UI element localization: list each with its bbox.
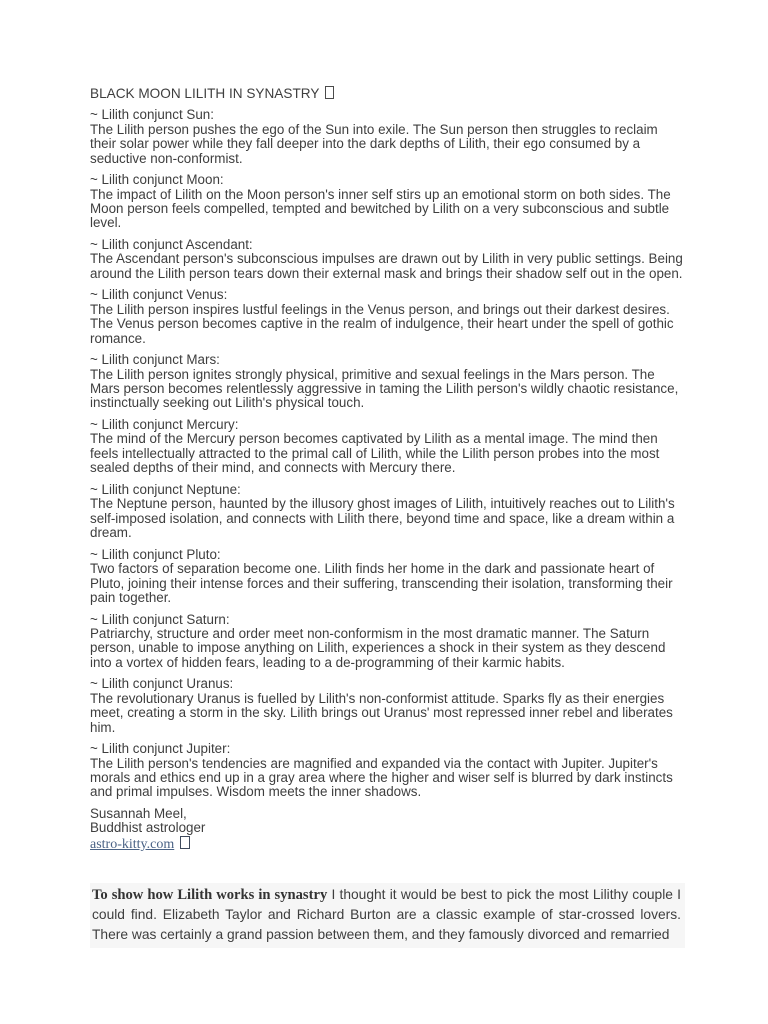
section-body: The Lilith person inspires lustful feelings in the Venus person, and brings out their darkest desires. The Venus person becomes captive in the realm of indulgence, their heart under the spell of gothic romance. [90, 301, 674, 346]
author-name: Susannah Meel, [90, 805, 187, 821]
section-heading: ~ Lilith conjunct Pluto: [90, 546, 221, 562]
section-lilith-venus [90, 288, 685, 346]
section-heading: ~ Lilith conjunct Neptune: [90, 481, 241, 497]
section-heading: ~ Lilith conjunct Saturn: [90, 611, 230, 627]
section-lilith-uranus [90, 677, 685, 735]
section-lilith-sun [90, 108, 685, 166]
section-lilith-mars [90, 353, 685, 411]
author-block [90, 807, 685, 852]
section-lilith-pluto [90, 548, 685, 606]
section-body: The mind of the Mercury person becomes captivated by Lilith as a mental image. The mind then feels intellectually attracted to the primal call of Lilith, while the Lilith person probes into the most sealed depths of their mind, and connects with Mercury there. [90, 431, 660, 476]
section-heading: ~ Lilith conjunct Uranus: [90, 676, 234, 692]
closing-paragraph [90, 883, 685, 948]
section-heading: ~ Lilith conjunct Mercury: [90, 417, 239, 433]
author-role: Buddhist astrologer [90, 820, 206, 836]
section-body: The revolutionary Uranus is fuelled by Lilith's non-conformist attitude. Sparks fly as their energies meet, creating a storm in the sky. Lilith brings out Uranus' most repressed inner rebel and liberates him. [90, 690, 673, 735]
section-heading: ~ Lilith conjunct Venus: [90, 287, 228, 303]
section-body: The impact of Lilith on the Moon person's inner self stirs up an emotional storm on both sides. The Moon person feels compelled, tempted and bewitched by Lilith on a very subconscious and subtle level. [90, 186, 671, 231]
closing-body-text: I thought it would be best to pick the most Lilithy couple I could find. Elizabeth Taylor and Richard Burton are a classic example of star-crossed lovers. There was certainly a grand passion between them, and they famously divorced and remarried [92, 887, 682, 943]
section-lilith-ascendant [90, 238, 685, 281]
section-heading: ~ Lilith conjunct Mars: [90, 352, 220, 368]
section-heading: ~ Lilith conjunct Jupiter: [90, 741, 231, 757]
section-body: Patriarchy, structure and order meet non-conformism in the most dramatic manner. The Saturn person, unable to impose anything on Lilith, experiences a shock in their system as they descend into a vortex of hidden fears, leading to a de-programming of their karmic habits. [90, 625, 666, 670]
section-lilith-neptune [90, 483, 685, 541]
page-title [90, 86, 685, 101]
section-body: The Lilith person pushes the ego of the Sun into exile. The Sun person then struggles to reclaim their solar power while they fall deeper into the dark depths of Lilith, their ego consumed by a seductive non-conformist. [90, 121, 658, 166]
section-body: Two factors of separation become one. Lilith finds her home in the dark and passionate heart of Pluto, joining their intense forces and their suffering, transcending their isolation, transforming their pain together. [90, 561, 673, 605]
missing-glyph-box-icon [325, 86, 334, 99]
section-body: The Lilith person ignites strongly physical, primitive and sexual feelings in the Mars person. The Mars person becomes relentlessly aggressive in taming the Lilith person's wildly chaotic resistance, instinctually seeking out Lilith's physical touch. [90, 366, 679, 411]
section-body: The Neptune person, haunted by the illusory ghost images of Lilith, intuitively reaches out to Lilith's self-imposed isolation, and connects with Lilith there, beyond time and space, like a dream within a dream. [90, 496, 675, 541]
page-title-text: BLACK MOON LILITH IN SYNASTRY [90, 86, 320, 101]
section-lilith-jupiter [90, 742, 685, 800]
section-heading: ~ Lilith conjunct Ascendant: [90, 237, 253, 253]
section-lilith-mercury [90, 418, 685, 476]
section-lilith-saturn [90, 613, 685, 671]
section-heading: ~ Lilith conjunct Moon: [90, 172, 224, 188]
astro-kitty-link[interactable]: astro-kitty.com [90, 836, 175, 852]
closing-lead-text: To show how Lilith works in synastry [92, 887, 328, 904]
missing-glyph-box-icon [180, 836, 190, 849]
section-lilith-moon [90, 173, 685, 231]
section-body: The Lilith person's tendencies are magnified and expanded via the contact with Jupiter. Jupiter's morals and ethics end up in a gray area where the higher and wiser self is blurred by dark instincts and primal impulses. Wisdom meets the inner shadows. [90, 755, 673, 800]
author-link-line [90, 836, 685, 852]
section-heading: ~ Lilith conjunct Sun: [90, 107, 214, 123]
section-body: The Ascendant person's subconscious impulses are drawn out by Lilith in very public settings. Being around the Lilith person tears down their external mask and brings their shadow self out in the open. [90, 251, 683, 281]
